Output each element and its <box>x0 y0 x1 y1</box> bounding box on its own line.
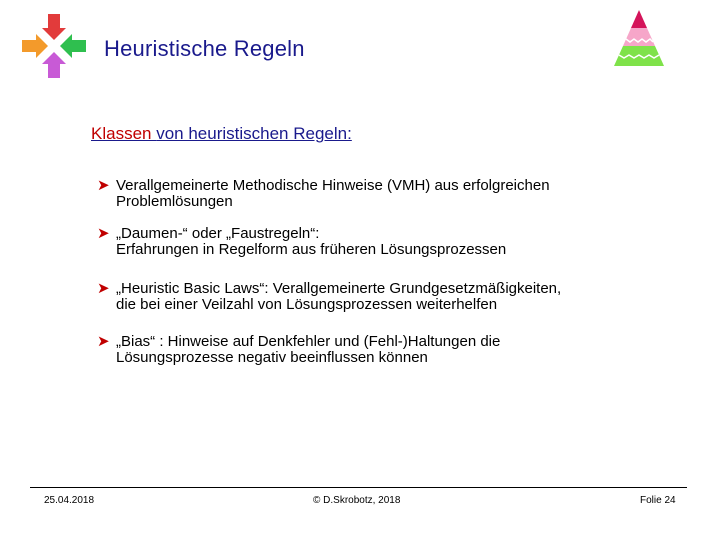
list-item <box>97 281 657 313</box>
section-heading-accent: Klassen <box>91 124 157 143</box>
arrow-bullet-icon: ➤ <box>97 177 110 194</box>
list-item-line1: Verallgemeinerte Methodische Hinweise (VMH) aus erfolgreichen <box>116 177 550 194</box>
footer-divider <box>30 487 687 488</box>
footer-slide-number: Folie 24 <box>640 495 676 506</box>
layered-pyramid-icon <box>614 10 664 70</box>
arrow-bullet-icon: ➤ <box>97 225 110 242</box>
section-heading <box>91 124 352 144</box>
section-heading-rest: von heuristischen Regeln: <box>156 124 352 143</box>
list-item-line2: die bei einer Veilzahl von Lösungsprozessen weiterhelfen <box>116 296 498 313</box>
list-item-line2: Problemlösungen <box>116 193 233 210</box>
list-item <box>97 226 657 258</box>
page-title: Heuristische Regeln <box>104 36 305 61</box>
footer-date: 25.04.2018 <box>44 495 95 506</box>
list-item <box>97 178 657 210</box>
arrow-bullet-icon: ➤ <box>97 280 110 297</box>
footer-copyright: © D.Skrobotz, 2018 <box>313 495 401 506</box>
list-item-line1: „Bias“ : Hinweise auf Denkfehler und (Fehl-)Haltungen die <box>116 333 501 350</box>
list-item <box>97 334 657 366</box>
list-item-line2: Lösungsprozesse negativ beeinflussen können <box>116 349 428 366</box>
arrow-bullet-icon: ➤ <box>97 333 110 350</box>
list-item-line1: „Heuristic Basic Laws“: Verallgemeinerte Grundgesetzmäßigkeiten, <box>116 280 562 297</box>
four-arrows-cross-icon <box>22 14 86 78</box>
list-item-line1: „Daumen-“ oder „Faustregeln“: <box>116 225 320 242</box>
list-item-line2: Erfahrungen in Regelform aus früheren Lösungsprozessen <box>116 241 507 258</box>
